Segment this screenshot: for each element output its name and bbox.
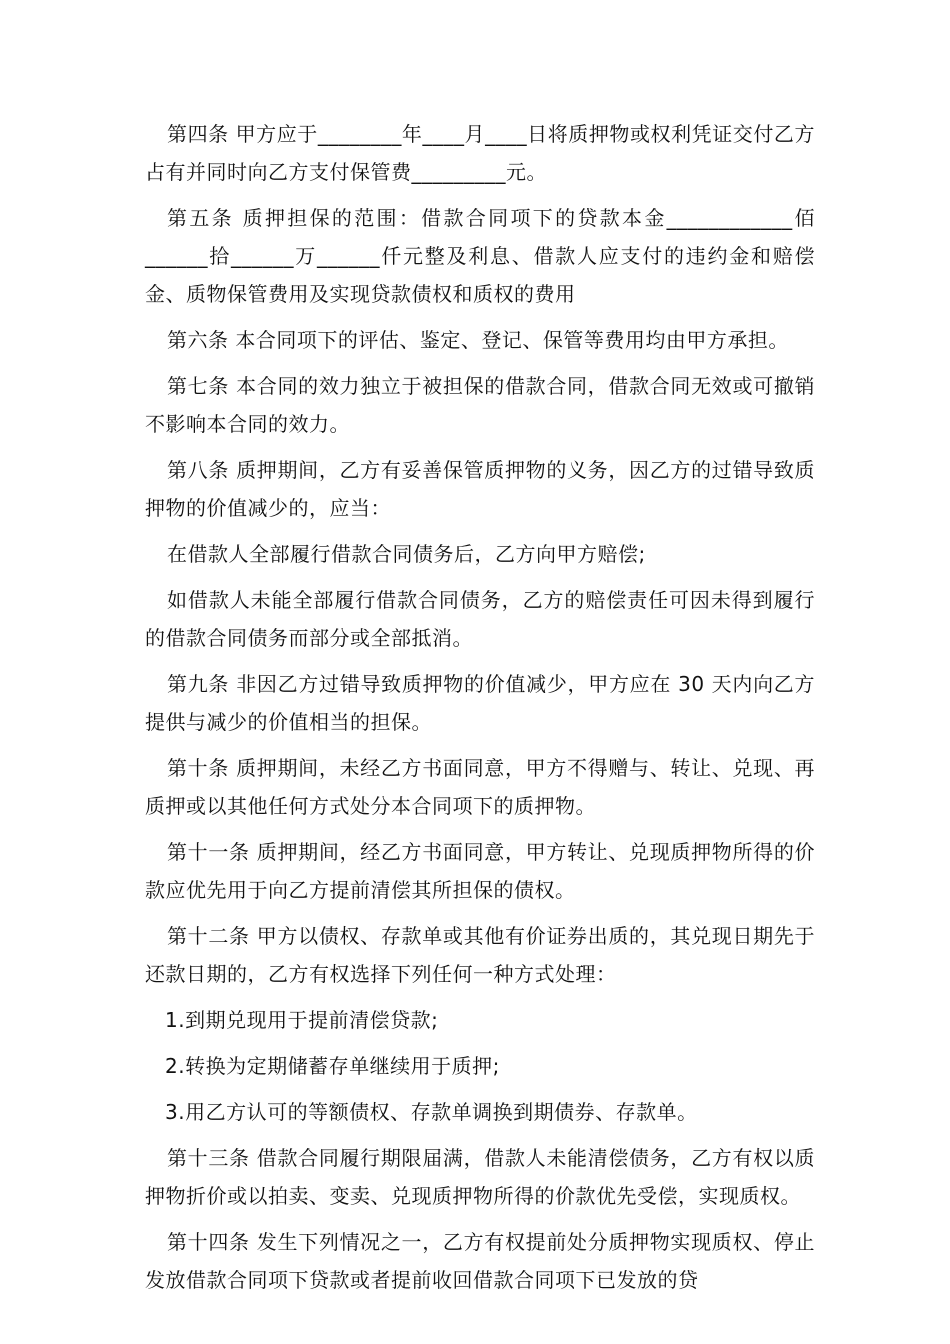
article-11: 第十一条 质押期间，经乙方书面同意，甲方转让、兑现质押物所得的价款应优先用于向乙方提前清偿其所担保的债权。 (145, 840, 815, 902)
article-9: 第九条 非因乙方过错导致质押物的价值减少，甲方应在 30 天内向乙方提供与减少的价值相当的担保。 (145, 672, 815, 734)
article-4: 第四条 甲方应于________年____月____日将质押物或权利凭证交付乙方占有并同时向乙方支付保管费_________元。 (145, 122, 815, 184)
article-8-clause-a: 在借款人全部履行借款合同债务后，乙方向甲方赔偿; (167, 542, 646, 566)
article-5: 第五条 质押担保的范围：借款合同项下的贷款本金____________佰______拾______万______仟元整及利息、借款人应支付的违约金和赔偿金、质物保管费用及实现贷款债权和质权的费用 (145, 206, 815, 306)
article-12-item-3: 3.用乙方认可的等额债权、存款单调换到期债券、存款单。 (165, 1100, 698, 1124)
article-8: 第八条 质押期间，乙方有妥善保管质押物的义务，因乙方的过错导致质押物的价值减少的，应当： (145, 458, 815, 520)
article-10: 第十条 质押期间，未经乙方书面同意，甲方不得赠与、转让、兑现、再质押或以其他任何方式处分本合同项下的质押物。 (145, 756, 815, 818)
article-7: 第七条 本合同的效力独立于被担保的借款合同，借款合同无效或可撤销不影响本合同的效力。 (145, 374, 815, 436)
article-12-item-2: 2.转换为定期储蓄存单继续用于质押; (165, 1054, 500, 1078)
document-body (145, 115, 815, 1307)
article-13: 第十三条 借款合同履行期限届满，借款人未能清偿债务，乙方有权以质押物折价或以拍卖、变卖、兑现质押物所得的价款优先受偿，实现质权。 (145, 1146, 815, 1208)
article-8-clause-b: 如借款人未能全部履行借款合同债务，乙方的赔偿责任可因未得到履行的借款合同债务而部分或全部抵消。 (145, 588, 815, 650)
article-6: 第六条 本合同项下的评估、鉴定、登记、保管等费用均由甲方承担。 (167, 328, 789, 352)
article-12: 第十二条 甲方以债权、存款单或其他有价证券出质的，其兑现日期先于还款日期的，乙方有权选择下列任何一种方式处理： (145, 924, 815, 986)
article-14: 第十四条 发生下列情况之一，乙方有权提前处分质押物实现质权、停止发放借款合同项下贷款或者提前收回借款合同项下已发放的贷 (145, 1230, 815, 1292)
article-12-item-1: 1.到期兑现用于提前清偿贷款; (165, 1008, 439, 1032)
